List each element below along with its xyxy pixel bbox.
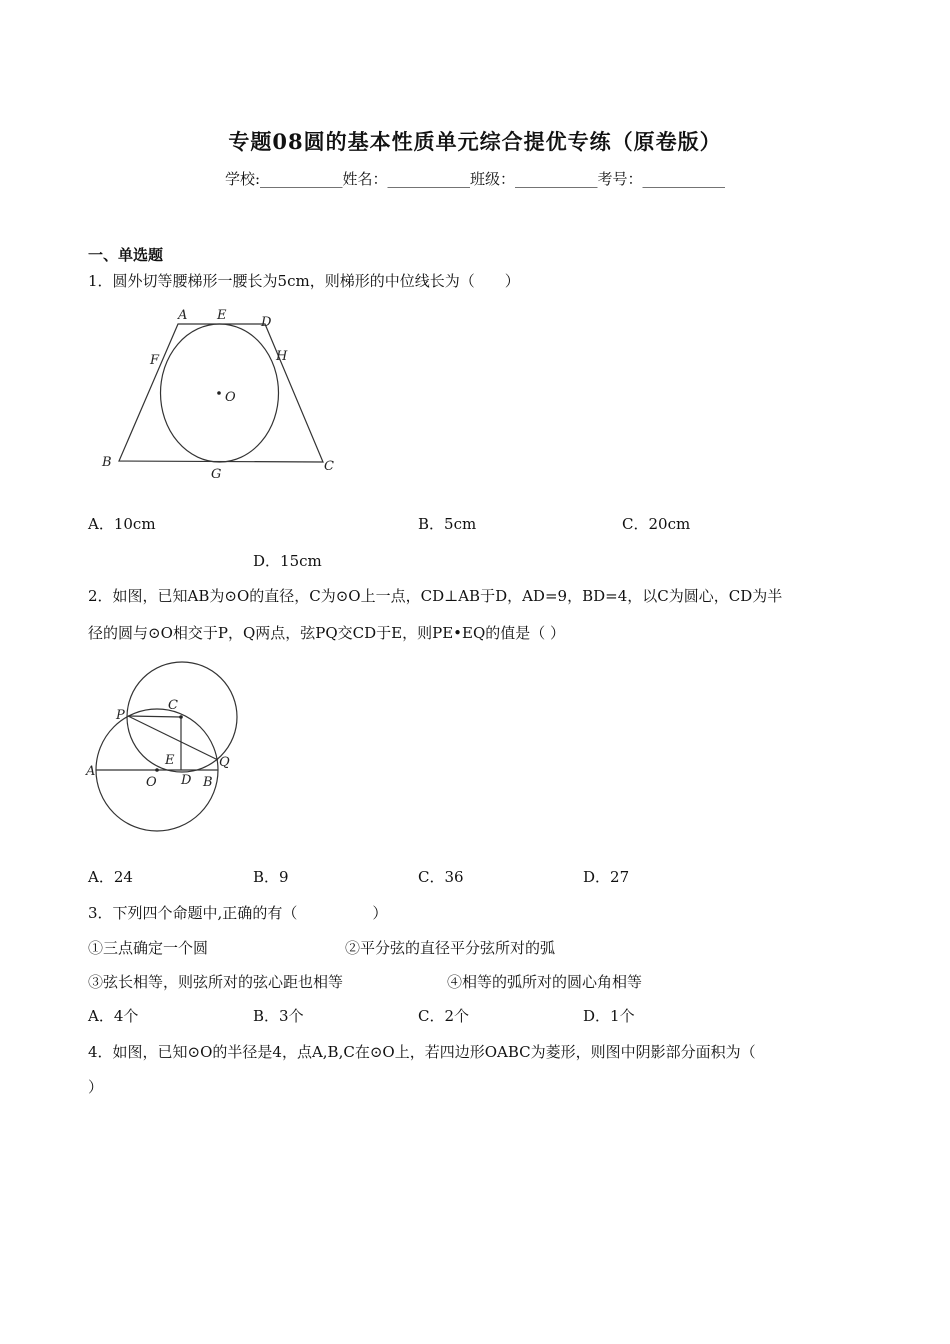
label-h: H — [276, 349, 288, 364]
point-c-dot — [179, 715, 183, 719]
label-a: A — [178, 308, 188, 323]
label-p: P — [116, 708, 125, 723]
student-info-line: 学校:___________姓名：___________班级：___________考号：___________ — [224, 170, 726, 188]
q2-option-c: C．36 — [418, 868, 464, 886]
q2-stem-line2: 径的圆与⊙O相交于P，Q两点，弦PQ交CD于E，则PE•EQ的值是（ ） — [88, 624, 566, 642]
label-d: D — [261, 315, 272, 330]
q2-option-a: A．24 — [88, 868, 133, 886]
label-q: Q — [219, 755, 230, 770]
q2-stem-line1: 2．如图，已知AB为⊙O的直径，C为⊙O上一点，CD⊥AB于D，AD=9，BD=4，以C为圆心，CD为半 — [88, 587, 783, 605]
page-title: 专题08圆的基本性质单元综合提优专练（原卷版） — [228, 129, 722, 154]
center-o-dot — [217, 391, 221, 395]
trapezoid-abcd — [119, 324, 323, 462]
section-heading: 一、单选题 — [88, 246, 164, 264]
label-b: B — [203, 775, 213, 790]
q3-proposition-2: ②平分弦的直径平分弦所对的弧 — [345, 939, 556, 957]
label-b: B — [102, 455, 112, 470]
q2-option-b: B．9 — [253, 868, 289, 886]
segment-pa-support — [128, 716, 181, 717]
label-o: O — [225, 390, 236, 405]
q3-option-c: C．2个 — [418, 1007, 470, 1025]
label-d: D — [181, 773, 192, 788]
q3-proposition-1: ①三点确定一个圆 — [88, 939, 209, 957]
q1-option-a: A．10cm — [88, 515, 156, 533]
label-e: E — [217, 308, 227, 323]
q3-proposition-3: ③弦长相等，则弦所对的弦心距也相等 — [88, 973, 344, 991]
q2-circles-figure — [82, 660, 252, 840]
q3-option-b: B．3个 — [253, 1007, 304, 1025]
q1-trapezoid-figure — [95, 302, 355, 487]
label-o: O — [146, 775, 157, 790]
q1-option-d: D．15cm — [253, 552, 322, 570]
q3-stem: 3．下列四个命题中,正确的有（ ） — [88, 904, 388, 922]
label-e: E — [165, 753, 175, 768]
q3-option-a: A．4个 — [88, 1007, 139, 1025]
q1-stem: 1．圆外切等腰梯形一腰长为5cm，则梯形的中位线长为（ ） — [88, 272, 520, 290]
label-c: C — [168, 698, 178, 713]
q3-proposition-4: ④相等的弧所对的圆心角相等 — [447, 973, 643, 991]
q2-option-d: D．27 — [583, 868, 630, 886]
label-f: F — [150, 353, 160, 368]
label-g: G — [211, 467, 222, 482]
label-c: C — [324, 459, 334, 474]
q4-stem-line1: 4．如图，已知⊙O的半径是4，点A,B,C在⊙O上，若四边形OABC为菱形，则图中阴影部分面积为（ — [88, 1043, 756, 1061]
point-o-dot — [155, 768, 159, 772]
q4-stem-line2: ） — [88, 1078, 104, 1096]
q1-option-b: B．5cm — [418, 515, 477, 533]
q3-option-d: D．1个 — [583, 1007, 635, 1025]
label-a: A — [86, 764, 96, 779]
q1-option-c: C．20cm — [622, 515, 691, 533]
